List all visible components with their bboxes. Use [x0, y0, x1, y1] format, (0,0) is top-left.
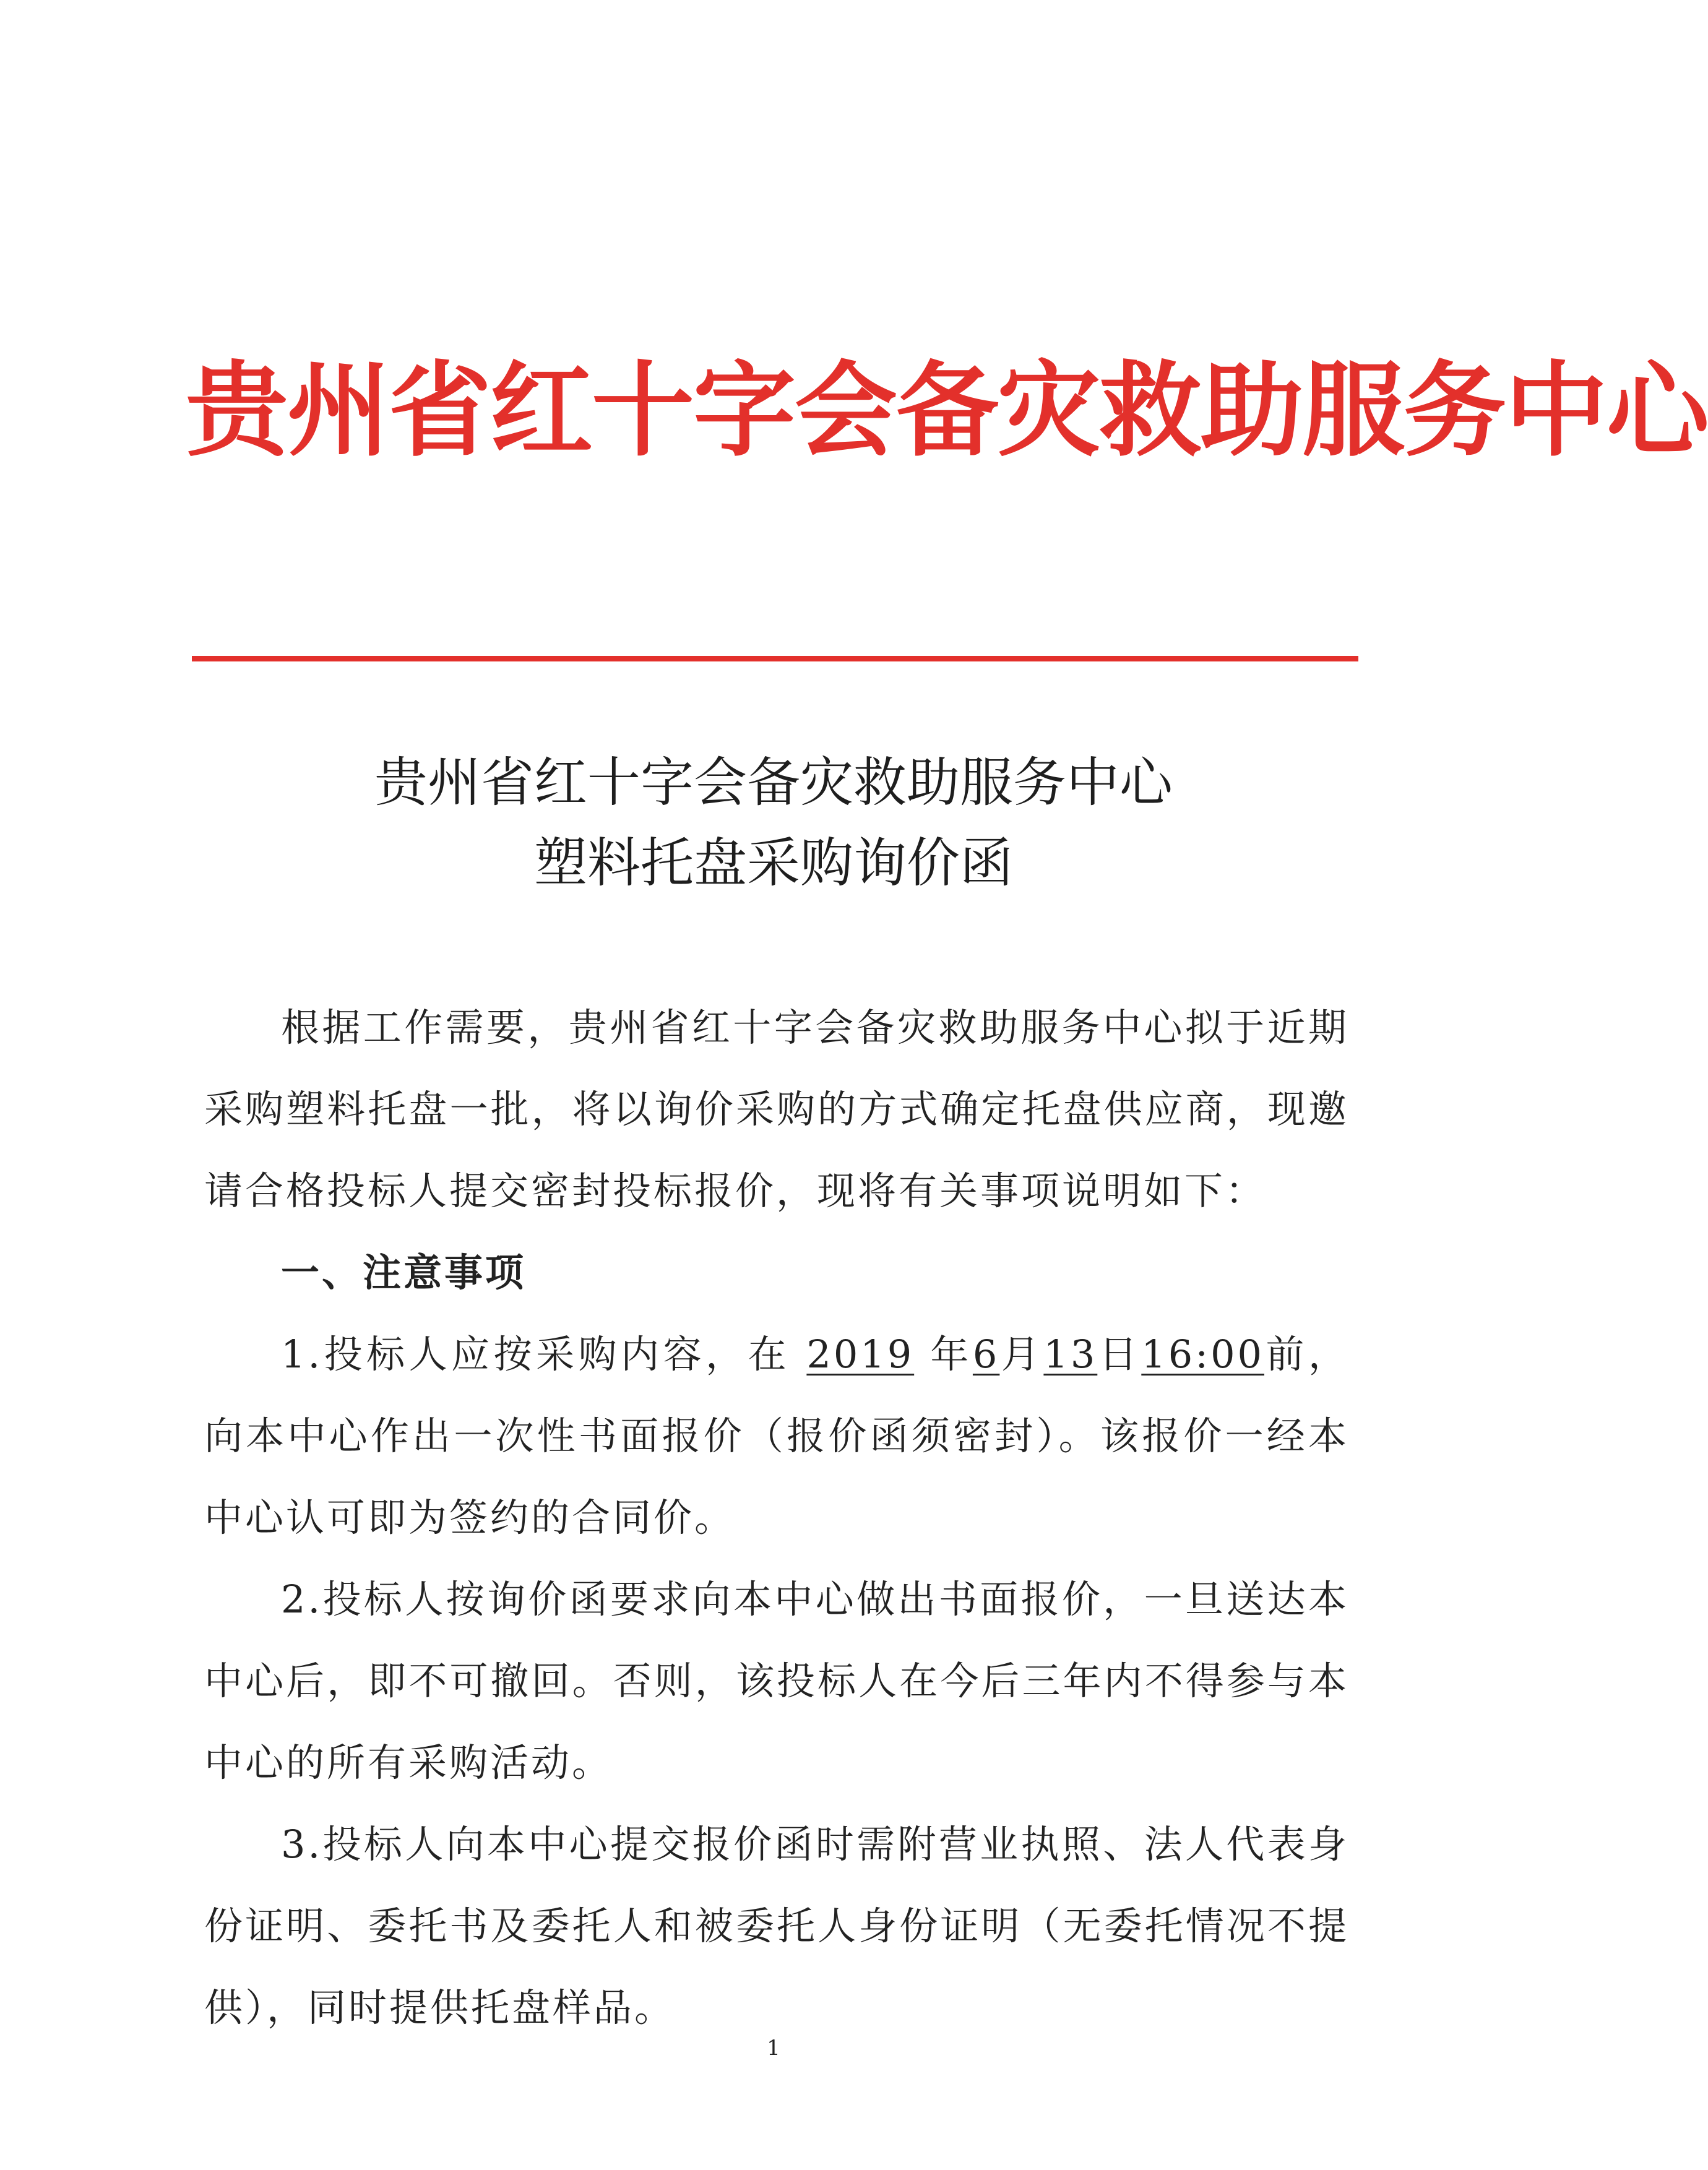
- page-number: 1: [767, 2036, 780, 2060]
- notes-item-1: [204, 1314, 1349, 1559]
- document-title-line1: 贵州省红十字会备灾救助服务中心: [374, 752, 1173, 814]
- intro-paragraph: 根据工作需要，贵州省红十字会备灾救助服务中心拟于近期采购塑料托盘一批，将以询价采购的方式确定托盘供应商，现邀请合格投标人提交密封投标报价，现将有关事项说明如下：: [204, 1005, 1349, 1213]
- deadline-time: 16:00: [1141, 1332, 1264, 1377]
- document-body: [204, 987, 1349, 2049]
- month-suffix: 月: [999, 1332, 1044, 1377]
- letterhead-red-rule: [192, 656, 1358, 661]
- day-suffix: 日: [1097, 1332, 1142, 1377]
- document-title-line2: 塑料托盘采购询价函: [534, 832, 1013, 894]
- item1-prefix: 1.投标人应按采购内容，在: [281, 1332, 791, 1377]
- section-heading-notes: 一、注意事项: [281, 1250, 527, 1295]
- notes-item-3: 3.投标人向本中心提交报价函时需附营业执照、法人代表身份证明、委托书及委托人和被委托人身份证明（无委托情况不提供），同时提供托盘样品。: [204, 1822, 1349, 2030]
- letterhead-org-name: 贵州省红十字会备灾救助服务中心: [186, 351, 1708, 471]
- year-suffix: 年: [930, 1332, 973, 1377]
- item1-rest: 前，向本中心作出一次性书面报价（报价函须密封）。该报价一经本中心认可即为签约的合同价。: [204, 1332, 1349, 1540]
- deadline-day: 13: [1043, 1332, 1098, 1377]
- deadline-month: 6: [972, 1332, 1000, 1377]
- notes-item-2: 2.投标人按询价函要求向本中心做出书面报价，一旦送达本中心后，即不可撤回。否则，该投标人在今后三年内不得参与本中心的所有采购活动。: [204, 1577, 1349, 1785]
- deadline-year: 2019: [806, 1332, 915, 1377]
